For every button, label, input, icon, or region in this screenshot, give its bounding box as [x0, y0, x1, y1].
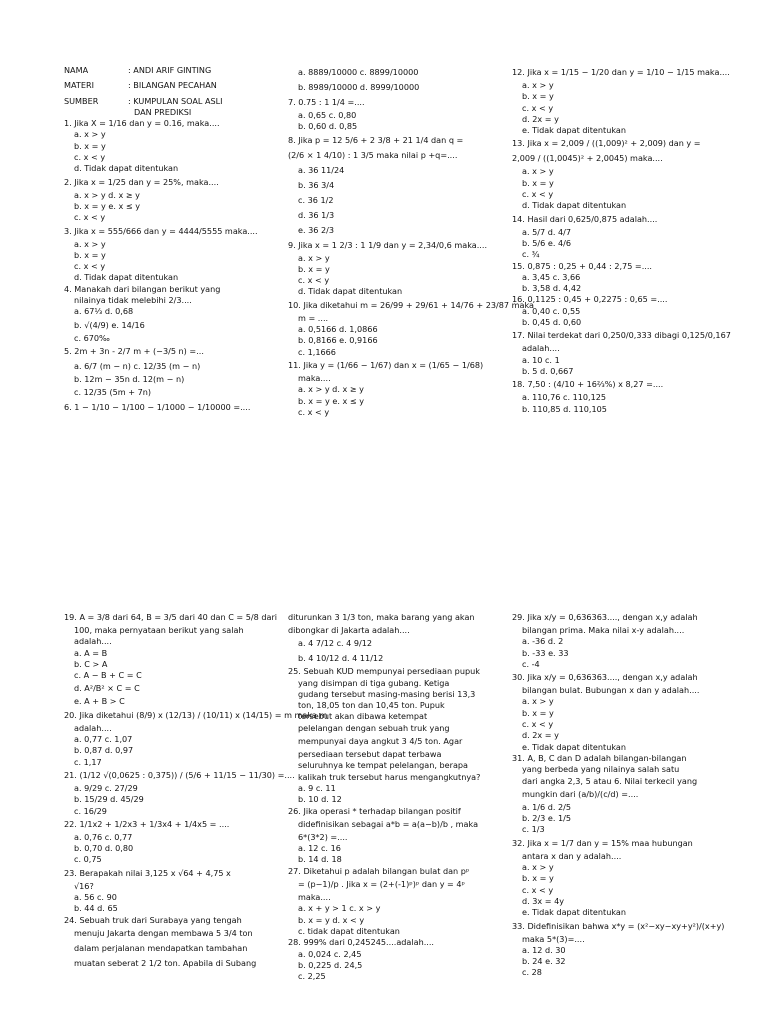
question-line: maka.... [298, 372, 331, 383]
option-line: d. 36 1/3 [298, 209, 335, 220]
option-line: b. x = y [74, 249, 106, 260]
option-line: a. 1/6 d. 2/5 [522, 801, 572, 812]
option-line: c. tidak dapat ditentukan [298, 925, 400, 936]
option-line: b. x = y [522, 873, 554, 884]
option-line: c. 2,25 [298, 971, 326, 982]
option-line: b. 110,85 d. 110,105 [522, 403, 607, 414]
question-line: 11. Jika y = (1/66 − 1/67) dan x = (1/65 − 1/68) [288, 359, 484, 370]
question-line: kalikah truk tersebut harus mengangkutnya? [298, 771, 481, 782]
option-line: b. 8989/10000 d. 8999/10000 [298, 82, 420, 92]
question-line: 14. Hasil dari 0,625/0,875 adalah.... [512, 213, 658, 224]
header-materi-value: : BILANGAN PECAHAN [128, 80, 217, 91]
option-line: b. 0,8166 e. 0,9166 [298, 335, 378, 346]
option-line: b. 36 3/4 [298, 179, 335, 190]
question-line: 12. Jika x = 1/15 − 1/20 dan y = 1/10 − 1/15 maka.... [512, 67, 730, 77]
question-line: bilangan prima. Maka nilai x-y adalah.... [522, 625, 685, 635]
option-line: b. 0,87 d. 0,97 [74, 745, 134, 756]
question-line: 21. (1/12 √(0,0625 : 0,375)) / (5/6 + 11/15 − 11/30) =.... [64, 769, 295, 780]
option-line: a. x > y [74, 129, 106, 140]
option-line: d. Tidak dapat ditentukan [74, 272, 179, 283]
option-line: a. 6/7 (m − n) c. 12/35 (m − n) [74, 360, 201, 371]
header-sumber-line2 [64, 107, 290, 118]
question-line: tersebut akan dibawa ketempat [298, 711, 428, 722]
option-line: b. -33 e. 33 [522, 647, 569, 658]
question-line: 3. Jika x = 555/666 dan y = 4444/5555 maka.... [64, 225, 258, 236]
question-line: 33. Didefinisikan bahwa x*y = (x²−xy−xy+y²)/(x+y) [512, 920, 725, 931]
option-line: c. 1,17 [74, 756, 102, 767]
option-line: c. x < y [74, 261, 106, 272]
option-line: b. x = y e. x ≤ y [74, 200, 140, 211]
question-line: 17. Nilai terdekat dari 0,250/0,333 dibagi 0,125/0,167 [512, 330, 731, 341]
option-line: b. 10 d. 12 [298, 794, 342, 805]
option-line: c. 1,1666 [298, 346, 336, 357]
option-line: b. √(4/9) e. 14/16 [74, 319, 145, 330]
question-line: 25. Sebuah KUD mempunyai persediaan pupuk [288, 666, 480, 677]
option-line: b. x = y [522, 707, 554, 718]
option-line: a. 10 c. 1 [522, 354, 560, 365]
header-sumber-value-2: DAN PREDIKSI [134, 106, 192, 117]
question-line: 6. 1 − 1/10 − 1/100 − 1/1000 − 1/10000 =.... [64, 402, 251, 413]
question-line: 2,009 / ((1,0045)² + 2,0045) maka.... [512, 153, 663, 164]
option-line: e. Tidak dapat ditentukan [522, 907, 626, 918]
question-line: 29. Jika x/y = 0,636363...., dengan x,y adalah [512, 612, 698, 622]
option-line: b. x = y [74, 140, 106, 151]
question-line: 8. Jika p = 12 5/6 + 2 3/8 + 21 1/4 dan q = [288, 134, 464, 145]
option-line: c. x < y [522, 719, 554, 730]
option-line: b. x = y [522, 177, 554, 188]
option-line: e. Tidak dapat ditentukan [522, 125, 626, 136]
question-line: 15. 0,875 : 0,25 + 0,44 : 2,75 =.... [512, 260, 652, 271]
option-line: e. 36 2/3 [298, 224, 335, 235]
option-line: b. 5 d. 0,667 [522, 365, 574, 376]
option-line: a. 3,45 c. 3,66 [522, 271, 581, 282]
question-line: m = .... [298, 312, 329, 323]
question-line: yang disimpan di tiga gubang. Ketiga [298, 677, 450, 688]
option-line: a. x > y [522, 862, 554, 873]
option-line: a. x > y [522, 80, 554, 90]
question-line: 10. Jika diketahui m = 26/99 + 29/61 + 14/76 + 23/87 maka [288, 299, 534, 310]
question-line: didefinisikan sebagai a*b = a(a−b)/b , maka [298, 818, 479, 829]
option-line: c. x < y [74, 212, 106, 223]
column-questions-12-18 [512, 65, 738, 415]
option-line: c. x < y [74, 152, 106, 163]
option-line: d. Tidak dapat ditentukan [298, 286, 403, 297]
option-line: b. x = y [522, 91, 554, 102]
option-line: b. 0,70 d. 0,80 [74, 843, 134, 854]
option-line: a. x > y [522, 696, 554, 707]
option-line: b. 24 e. 32 [522, 956, 566, 967]
option-line: a. 0,65 c. 0,80 [298, 110, 357, 120]
question-line: 16. 0,1125 : 0,45 + 0,2275 : 0,65 =.... [512, 294, 668, 305]
option-line: e. Tidak dapat ditentukan [522, 741, 626, 752]
header-sumber-key: SUMBER [64, 95, 99, 106]
option-line: c. 670‰ [74, 332, 110, 343]
option-line: b. 4 10/12 d. 4 11/12 [298, 653, 384, 664]
option-line: c. x < y [522, 884, 554, 895]
question-line: dalam perjalanan mendapatkan tambahan [74, 942, 248, 953]
option-line: a. x > y [74, 238, 106, 249]
option-line: a. 110,76 c. 110,125 [522, 392, 607, 403]
question-line: 32. Jika x = 1/7 dan y = 15% maa hubungan [512, 837, 693, 848]
option-line: a. 67⅓ d. 0,68 [74, 306, 134, 317]
header-nama-key: NAMA [64, 65, 89, 75]
question-line: 30. Jika x/y = 0,636363...., dengan x,y adalah [512, 672, 698, 683]
question-line: (2/6 × 1 4/10) : 1 3/5 maka nilai p +q=.... [288, 149, 458, 160]
question-lines [64, 118, 290, 415]
option-line: a. 56 c. 90 [74, 892, 117, 903]
question-line: 6*(3*2) =.... [298, 831, 348, 842]
option-line: a. 5/7 d. 4/7 [522, 226, 572, 237]
option-line: a. 36 11/24 [298, 164, 345, 175]
option-line: b. 12m − 35n d. 12(m − n) [74, 373, 185, 384]
option-line: a. 0,76 c. 0,77 [74, 831, 133, 842]
question-line: 5. 2m + 3n - 2/7 m + (−3/5 n) =... [64, 345, 204, 356]
question-line: 26. Jika operasi * terhadap bilangan positif [288, 805, 461, 816]
question-line: dibongkar di Jakarta adalah.... [288, 625, 410, 635]
question-line: 18. 7,50 : (4/10 + 16⅔%) x 8,27 =.... [512, 379, 664, 390]
question-line: adalah.... [74, 636, 112, 647]
option-line: b. x = y d. x < y [298, 914, 365, 925]
option-line: c. 1/3 [522, 824, 545, 835]
question-line: 2. Jika x = 1/25 dan y = 25%, maka.... [64, 176, 219, 187]
option-line: d. A²/B² × C = C [74, 683, 140, 694]
question-line: 23. Berapakah nilai 3,125 x √64 + 4,75 x [64, 867, 231, 878]
question-line: pelelangan dengan sebuah truk yang [298, 722, 450, 733]
option-line: a. x + y > 1 c. x > y [298, 903, 381, 914]
option-line: a. 9/29 c. 27/29 [74, 782, 138, 793]
option-line: a. 0,77 c. 1,07 [74, 734, 133, 745]
question-line: 100, maka pernyataan berikut yang salah [74, 625, 244, 635]
question-line: dari angka 2,3, 5 atau 6. Nilai terkecil yang [522, 775, 698, 786]
option-line: a. x > y d. x ≥ y [298, 384, 364, 395]
option-line: a. -36 d. 2 [522, 636, 564, 647]
question-line: 4. Manakah dari bilangan berikut yang [64, 283, 221, 294]
option-line: a. A = B [74, 647, 108, 658]
question-line: 20. Jika diketahui (8/9) x (12/13) / (10/11) x (14/15) = m maka m [64, 709, 328, 720]
question-line: yang berbeda yang nilainya salah satu [522, 764, 680, 775]
column-questions-24-28 [288, 610, 514, 982]
header-materi [64, 80, 290, 91]
option-line: d. 2x = y [522, 730, 559, 741]
question-line: 9. Jika x = 1 2/3 : 1 1/9 dan y = 2,34/0,6 maka.... [288, 239, 488, 250]
option-line: b. 5/6 e. 4/6 [522, 237, 572, 248]
option-line: a. x > y [298, 252, 330, 263]
question-line: 31. A, B, C dan D adalah bilangan-bilangan [512, 752, 687, 763]
question-line: √16? [74, 880, 94, 891]
option-line: c. 0,75 [74, 854, 102, 865]
column-questions-29-33 [512, 610, 738, 979]
question-line: gudang tersebut masing-masing berisi 13,3 [298, 688, 476, 699]
option-line: c. 12/35 (5m + 7n) [74, 387, 152, 398]
option-line: c. 28 [522, 967, 542, 978]
question-line: seluruhnya ke tempat pelelangan, berapa [298, 760, 469, 771]
question-line: 1. Jika X = 1/16 dan y = 0.16, maka.... [64, 118, 220, 129]
option-line: b. 3,58 d. 4,42 [522, 283, 582, 294]
option-line: a. 0,40 c. 0,55 [522, 305, 581, 316]
header-nama-value: : ANDI ARIF GINTING [128, 65, 212, 75]
header-materi-key: MATERI [64, 80, 94, 91]
column-questions-1-6 [64, 65, 290, 415]
option-line: c. A − B + C = C [74, 670, 142, 681]
question-line: adalah.... [74, 722, 112, 733]
option-line: d. 3x = 4y [522, 895, 565, 906]
question-line: diturunkan 3 1/3 ton, maka barang yang akan [288, 612, 475, 622]
option-line: a. 0,5166 d. 1,0866 [298, 324, 378, 335]
question-line: 19. A = 3/8 dari 64, B = 3/5 dari 40 dan C = 5/8 dari [64, 612, 278, 622]
option-line: c. -4 [522, 658, 540, 669]
option-line: b. 2/3 e. 1/5 [522, 813, 572, 824]
option-line: b. x = y [298, 263, 330, 274]
question-line: 7. 0.75 : 1 1/4 =.... [288, 97, 365, 107]
question-line: persediaan tersebut dapat terbawa [298, 749, 442, 760]
question-line: 24. Sebuah truk dari Surabaya yang tengah [64, 914, 242, 925]
option-line: b. 14 d. 18 [298, 854, 342, 865]
option-line: c. 16/29 [74, 805, 107, 816]
option-line: b. 0,225 d. 24,5 [298, 959, 363, 970]
option-line: e. A + B > C [74, 696, 125, 707]
option-line: c. 36 1/2 [298, 194, 334, 205]
option-line: b. x = y e. x ≤ y [298, 395, 364, 406]
question-line: 27. Diketahui p adalah bilangan bulat dan pᵖ [288, 865, 470, 876]
option-line: b. C > A [74, 658, 108, 669]
option-line: b. 0,60 d. 0,85 [298, 121, 358, 132]
header-sumber [64, 96, 290, 107]
option-line: c. x < y [522, 189, 554, 200]
option-line: b. 44 d. 65 [74, 903, 118, 914]
option-line: a. 4 7/12 c. 4 9/12 [298, 638, 373, 649]
question-line: maka 5*(3)=.... [522, 933, 585, 944]
option-line: c. ¾ [522, 249, 540, 260]
option-line: d. Tidak dapat ditentukan [74, 163, 179, 174]
question-line: 22. 1/1x2 + 1/2x3 + 1/3x4 + 1/4x5 = .... [64, 818, 230, 829]
question-line: mungkin dari (a/b)/(c/d) =.... [522, 788, 639, 799]
question-line: maka.... [298, 892, 331, 903]
option-line: a. x > y d. x ≥ y [74, 189, 140, 200]
question-line: antara x dan y adalah.... [522, 850, 622, 861]
question-line: adalah.... [522, 343, 560, 354]
header-sumber-value: : KUMPULAN SOAL ASLI [128, 95, 223, 106]
option-line: a. x > y [522, 166, 554, 177]
question-line: 28. 999% dari 0,245245....adalah.... [288, 937, 434, 948]
question-line: = (p−1)/p . Jika x = (2+(-1)ᵖ)ᵖ dan y = 4ᵖ [298, 879, 466, 890]
question-line: 13. Jika x = 2,009 / ((1,009)² + 2,009) dan y = [512, 138, 701, 149]
question-line: mempunyai daya angkut 3 4/5 ton. Agar [298, 736, 463, 747]
option-line: d. Tidak dapat ditentukan [522, 200, 627, 211]
option-line: a. 12 d. 30 [522, 944, 566, 955]
option-line: c. x < y [298, 275, 330, 286]
option-line: a. 0,024 c. 2,45 [298, 948, 362, 959]
option-line: b. 0,45 d. 0,60 [522, 317, 582, 328]
question-line: bilangan bulat. Bubungan x dan y adalah.... [522, 685, 700, 696]
option-line: b. 15/29 d. 45/29 [74, 794, 144, 805]
option-line: c. x < y [298, 406, 330, 417]
option-line: a. 9 c. 11 [298, 782, 336, 793]
question-line: ton, 18,05 ton dan 10,45 ton. Pupuk [298, 700, 445, 711]
question-line: menuju Jakarta dengan membawa 5 3/4 ton [74, 927, 253, 938]
option-line: a. 12 c. 16 [298, 843, 341, 854]
header-nama [64, 65, 290, 76]
option-line: a. 8889/10000 c. 8899/10000 [298, 67, 419, 77]
question-line: nilainya tidak melebihi 2/3.... [74, 295, 192, 306]
question-line: muatan seberat 2 1/2 ton. Apabila di Subang [74, 957, 257, 968]
option-line: c. x < y [522, 102, 554, 113]
option-line: d. 2x = y [522, 113, 559, 124]
